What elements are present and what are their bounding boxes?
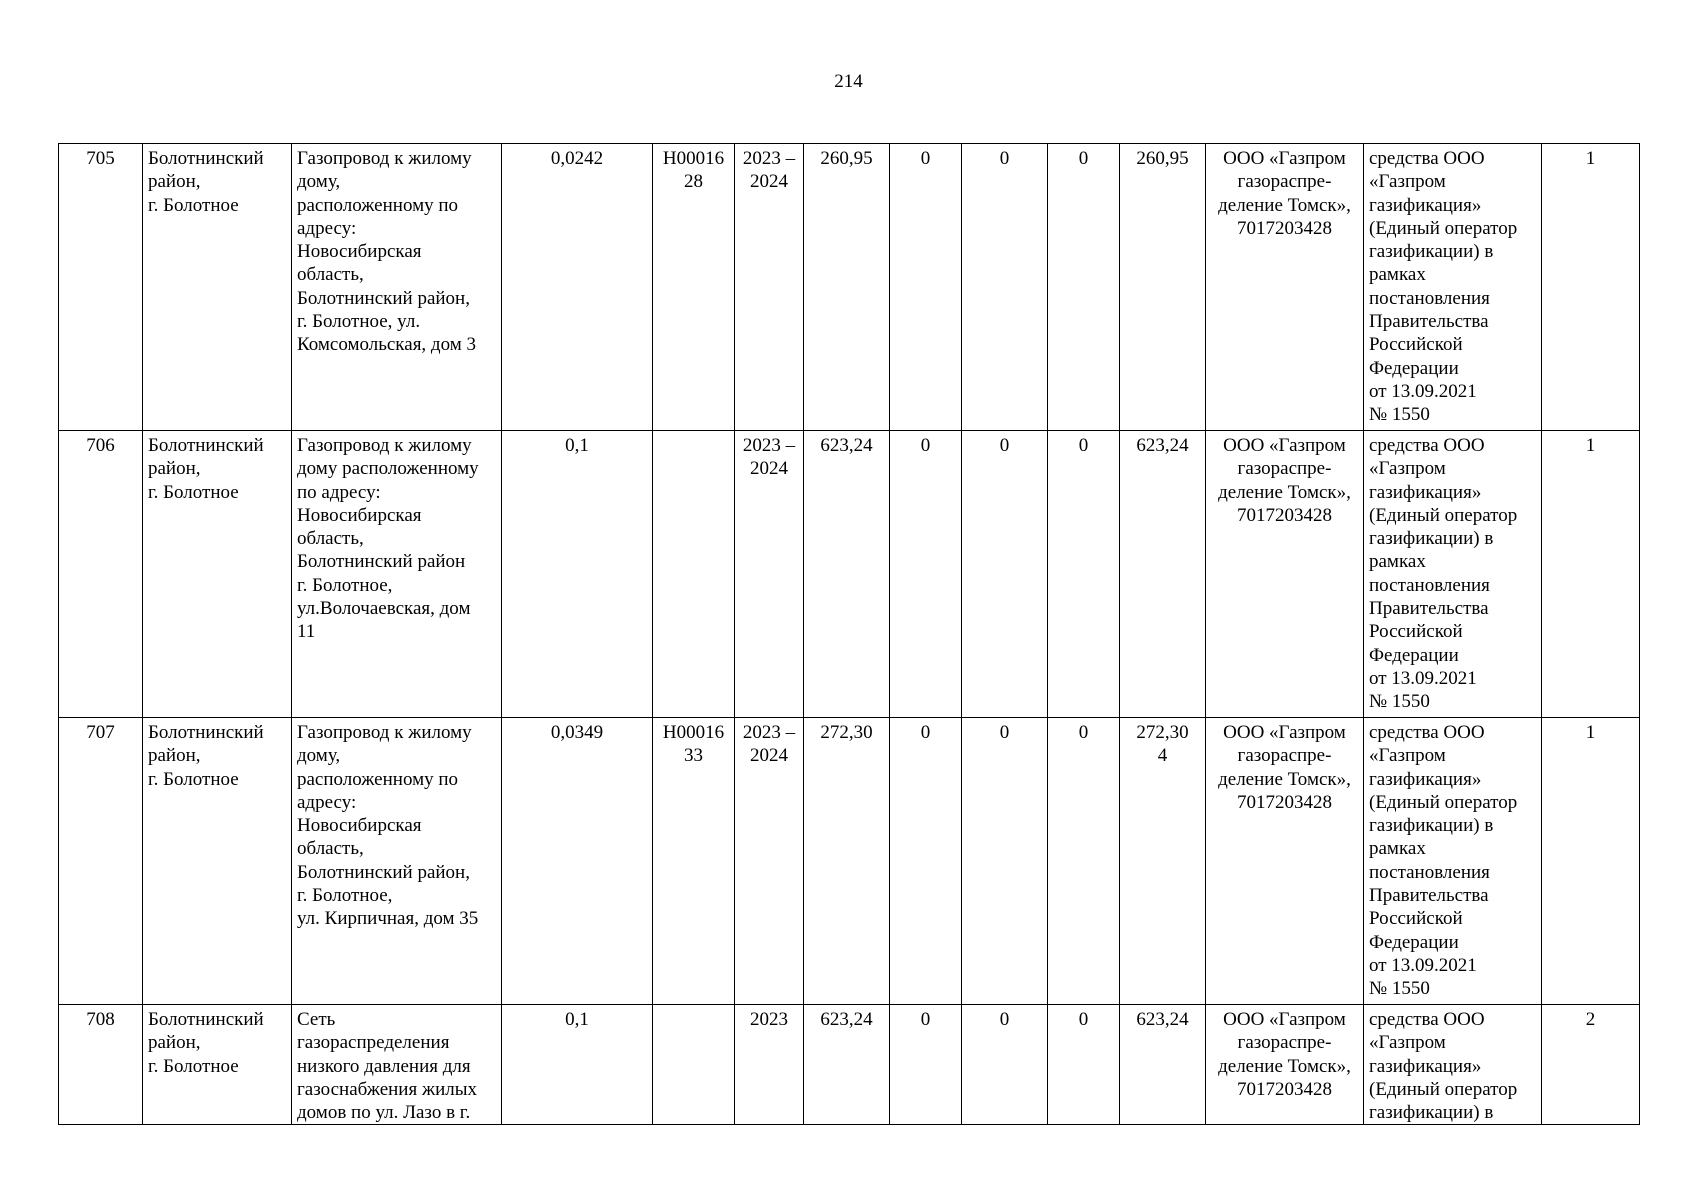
- table-row: [59, 431, 1640, 718]
- district-cell: Болотнинский район, г. Болотное: [143, 1005, 292, 1125]
- row-number: 708: [59, 1005, 143, 1125]
- last-column-cell: 1: [1542, 431, 1640, 718]
- total-cost-cell: 272,30: [804, 718, 890, 1005]
- cost-column-2: 0: [962, 718, 1048, 1005]
- cost-column-2: 0: [962, 1005, 1048, 1125]
- page-number: 214: [834, 71, 863, 92]
- length-cell: 0,1: [502, 431, 653, 718]
- cost-column-1: 0: [890, 718, 962, 1005]
- object-cell: Газопровод к жилому дому, расположенному по адресу: Новосибирская область, Болотнинский район, г. Болотное, ул. Кирпичная, дом 35: [292, 718, 502, 1005]
- table-row: [59, 144, 1640, 431]
- last-column-cell: 1: [1542, 718, 1640, 1005]
- cost-column-1: 0: [890, 144, 962, 431]
- last-column-cell: 2: [1542, 1005, 1640, 1125]
- object-cell: Сеть газораспределения низкого давления для газоснабжения жилых домов по ул. Лазо в г.: [292, 1005, 502, 1125]
- cost-column-1: 0: [890, 431, 962, 718]
- cost-column-4: 623,24: [1120, 431, 1206, 718]
- table-row: [59, 718, 1640, 1005]
- period-cell: 2023: [735, 1005, 804, 1125]
- cost-column-3: 0: [1048, 144, 1120, 431]
- cost-column-4: 272,30 4: [1120, 718, 1206, 1005]
- cost-column-1: 0: [890, 1005, 962, 1125]
- organization-cell: ООО «Газпром газораспре- деление Томск», 7017203428: [1206, 144, 1364, 431]
- period-cell: 2023 – 2024: [735, 718, 804, 1005]
- cost-column-2: 0: [962, 144, 1048, 431]
- length-cell: 0,0349: [502, 718, 653, 1005]
- district-cell: Болотнинский район, г. Болотное: [143, 718, 292, 1005]
- funding-source-cell: средства ООО «Газпром газификация» (Единый оператор газификации) в рамках постановления Правительства Российской Федерации от 13.09.2021 № 1550: [1364, 144, 1542, 431]
- funding-source-cell: средства ООО «Газпром газификация» (Единый оператор газификации) в: [1364, 1005, 1542, 1125]
- gas-pipeline-table: [58, 143, 1640, 1125]
- object-cell: Газопровод к жилому дому, расположенному по адресу: Новосибирская область, Болотнинский район, г. Болотное, ул. Комсомольская, дом 3: [292, 144, 502, 431]
- cost-column-4: 260,95: [1120, 144, 1206, 431]
- district-cell: Болотнинский район, г. Болотное: [143, 144, 292, 431]
- row-number: 707: [59, 718, 143, 1005]
- period-cell: 2023 – 2024: [735, 431, 804, 718]
- organization-cell: ООО «Газпром газораспре- деление Томск», 7017203428: [1206, 431, 1364, 718]
- district-cell: Болотнинский район, г. Болотное: [143, 431, 292, 718]
- last-column-cell: 1: [1542, 144, 1640, 431]
- length-cell: 0,1: [502, 1005, 653, 1125]
- code-cell: Н00016 33: [653, 718, 735, 1005]
- code-cell: [653, 1005, 735, 1125]
- funding-source-cell: средства ООО «Газпром газификация» (Единый оператор газификации) в рамках постановления Правительства Российской Федерации от 13.09.2021 № 1550: [1364, 718, 1542, 1005]
- funding-source-cell: средства ООО «Газпром газификация» (Единый оператор газификации) в рамках постановления Правительства Российской Федерации от 13.09.2021 № 1550: [1364, 431, 1542, 718]
- total-cost-cell: 260,95: [804, 144, 890, 431]
- organization-cell: ООО «Газпром газораспре- деление Томск», 7017203428: [1206, 1005, 1364, 1125]
- period-cell: 2023 – 2024: [735, 144, 804, 431]
- table-row: [59, 1005, 1640, 1125]
- total-cost-cell: 623,24: [804, 431, 890, 718]
- code-cell: Н00016 28: [653, 144, 735, 431]
- length-cell: 0,0242: [502, 144, 653, 431]
- code-cell: [653, 431, 735, 718]
- organization-cell: ООО «Газпром газораспре- деление Томск», 7017203428: [1206, 718, 1364, 1005]
- cost-column-3: 0: [1048, 431, 1120, 718]
- cost-column-3: 0: [1048, 718, 1120, 1005]
- object-cell: Газопровод к жилому дому расположенному по адресу: Новосибирская область, Болотнинский район г. Болотное, ул.Волочаевская, дом 11: [292, 431, 502, 718]
- cost-column-3: 0: [1048, 1005, 1120, 1125]
- cost-column-2: 0: [962, 431, 1048, 718]
- total-cost-cell: 623,24: [804, 1005, 890, 1125]
- row-number: 706: [59, 431, 143, 718]
- cost-column-4: 623,24: [1120, 1005, 1206, 1125]
- row-number: 705: [59, 144, 143, 431]
